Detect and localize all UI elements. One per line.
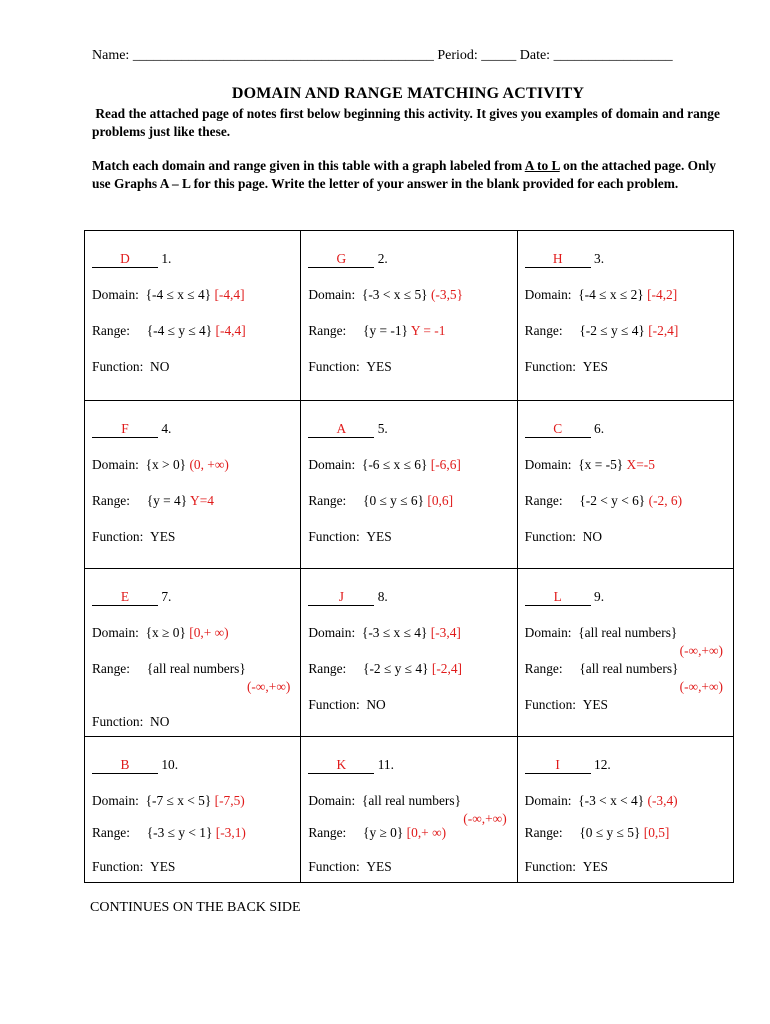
function-line: [92, 714, 169, 730]
problem-cell: [517, 737, 733, 883]
problem-6: [518, 401, 733, 568]
domain-value: {x > 0}: [145, 457, 187, 472]
problem-7: [85, 569, 300, 736]
function-line: [308, 529, 391, 545]
range-label: Range:: [524, 661, 563, 676]
problem-number: 9.: [594, 589, 605, 604]
range-line: [525, 323, 679, 339]
domain-line: [92, 793, 245, 809]
range-answer: [-4,4]: [215, 323, 246, 338]
answer-blank[interactable]: F: [92, 421, 158, 438]
range-value: {-2 ≤ y ≤ 4}: [363, 661, 429, 676]
function-value: NO: [366, 697, 386, 712]
domain-answer: X=-5: [626, 457, 655, 472]
range-answer: [-3,1): [215, 825, 246, 840]
range-label: Range:: [524, 493, 563, 508]
instructions-text-2a: Match each domain and range given in this table with a graph labeled from: [92, 158, 525, 173]
range-label: Range:: [92, 661, 130, 676]
answer-blank[interactable]: I: [525, 757, 591, 774]
function-label: Function:: [524, 359, 576, 374]
range-line: [308, 825, 446, 841]
problem-cell: [301, 569, 517, 737]
domain-line: [525, 625, 678, 641]
range-label: Range:: [92, 323, 130, 338]
function-label: Function:: [92, 359, 144, 374]
domain-line: [525, 457, 655, 473]
problem-number: 1.: [161, 251, 172, 266]
range-value: {-4 ≤ y ≤ 4}: [146, 323, 213, 338]
function-value: NO: [150, 714, 170, 729]
problem-number: 3.: [594, 251, 605, 266]
answer-line: [525, 251, 604, 268]
range-answer: Y=4: [190, 493, 214, 508]
problem-cell: [85, 231, 301, 401]
range-line: [525, 661, 679, 677]
range-label: Range:: [92, 493, 130, 508]
function-value: YES: [582, 359, 609, 374]
domain-label: Domain:: [308, 457, 356, 472]
function-value: NO: [150, 359, 170, 374]
range-label: Range:: [92, 825, 130, 840]
range-value: {0 ≤ y ≤ 5}: [579, 825, 641, 840]
range-answer: (-∞,+∞): [246, 679, 291, 694]
domain-answer: [0,+ ∞): [189, 625, 229, 640]
domain-value: {-3 ≤ x ≤ 4}: [361, 625, 428, 640]
domain-answer: (0, +∞): [189, 457, 229, 472]
function-line: [525, 529, 602, 545]
domain-line: [525, 287, 678, 303]
domain-label: Domain:: [308, 793, 356, 808]
function-line: [308, 859, 391, 875]
problem-cell: [301, 401, 517, 569]
range-answer: [0,6]: [427, 493, 454, 508]
domain-value: {x = -5}: [578, 457, 624, 472]
function-line: [525, 359, 608, 375]
answer-blank[interactable]: C: [525, 421, 591, 438]
function-value: YES: [150, 859, 176, 874]
domain-answer: (-∞,+∞): [463, 811, 507, 826]
problem-11: [301, 737, 516, 882]
domain-value: {all real numbers}: [361, 793, 462, 808]
problem-9: [518, 569, 733, 736]
answer-line: [525, 757, 611, 774]
problem-cell: [517, 231, 733, 401]
answer-line: [308, 251, 387, 268]
answer-line: [525, 589, 604, 606]
domain-value: {-7 ≤ x < 5}: [145, 793, 212, 808]
table-row: [85, 737, 734, 883]
range-label: Range:: [308, 825, 347, 840]
domain-value: {all real numbers}: [578, 625, 678, 640]
answer-line: [92, 589, 171, 606]
function-label: Function:: [92, 529, 144, 544]
domain-answer: (-3,5}: [430, 287, 464, 302]
range-value: {-2 < y < 6}: [579, 493, 646, 508]
domain-label: Domain:: [308, 287, 356, 302]
range-line: [308, 493, 453, 509]
range-answer: Y = -1: [410, 323, 446, 338]
problem-4: [85, 401, 300, 568]
function-label: Function:: [308, 697, 360, 712]
domain-label: Domain:: [524, 287, 572, 302]
problem-number: 2.: [377, 251, 388, 266]
range-value: {all real numbers}: [579, 661, 679, 676]
domain-value: {-6 ≤ x ≤ 6}: [361, 457, 428, 472]
range-answer: [-2,4]: [648, 323, 679, 338]
problem-cell: [301, 231, 517, 401]
answer-line: [525, 421, 604, 438]
problem-12: [518, 737, 733, 882]
answer-blank[interactable]: G: [308, 251, 374, 268]
range-value: {y = 4}: [146, 493, 188, 508]
problem-number: 6.: [594, 421, 605, 436]
answer-line: [308, 421, 387, 438]
function-value: YES: [582, 859, 609, 874]
domain-value: {-4 ≤ x ≤ 4}: [145, 287, 212, 302]
answer-line: [92, 421, 171, 438]
function-value: YES: [150, 529, 176, 544]
range-value: {all real numbers}: [146, 661, 246, 676]
range-line: [525, 825, 670, 841]
answer-blank[interactable]: E: [92, 589, 158, 606]
function-label: Function:: [92, 859, 144, 874]
page-title: DOMAIN AND RANGE MATCHING ACTIVITY: [231, 85, 585, 102]
table-row: [85, 231, 734, 401]
function-value: NO: [582, 529, 603, 544]
function-label: Function:: [92, 714, 144, 729]
range-label: Range:: [308, 493, 347, 508]
problem-number: 4.: [161, 421, 172, 436]
domain-answer: [-3,4]: [430, 625, 461, 640]
problem-5: [301, 401, 516, 568]
problem-number: 8.: [377, 589, 388, 604]
domain-answer: (-3,4): [647, 793, 678, 808]
range-line: [92, 323, 246, 339]
problem-cell: [85, 569, 301, 737]
domain-value: {-3 < x < 4}: [578, 793, 645, 808]
domain-label: Domain:: [92, 287, 139, 302]
problem-3: [518, 231, 733, 400]
table-row: [85, 401, 734, 569]
instructions-text-2b: on the attached page. Only use Graphs A – L for this page. Write the letter of your answer in the blank provided for each problem.: [92, 158, 716, 191]
range-answer: (-∞,+∞): [679, 679, 723, 694]
domain-value: {x ≥ 0}: [145, 625, 186, 640]
domain-label: Domain:: [308, 625, 356, 640]
function-value: YES: [582, 697, 609, 712]
range-line: [92, 825, 246, 841]
function-line: [308, 697, 385, 713]
answer-blank[interactable]: A: [308, 421, 374, 438]
domain-answer: [-4,4]: [214, 287, 245, 302]
domain-label: Domain:: [92, 793, 139, 808]
function-label: Function:: [308, 359, 360, 374]
function-line: [92, 859, 175, 875]
function-value: YES: [366, 529, 392, 544]
instructions-paragraph-1: [92, 105, 732, 141]
domain-value: {-4 ≤ x ≤ 2}: [578, 287, 644, 302]
function-line: [308, 359, 391, 375]
range-line: [308, 323, 445, 339]
range-label: Range:: [524, 825, 563, 840]
function-line: [525, 697, 608, 713]
domain-line: [92, 625, 229, 641]
instructions-underlined-range: A to L: [524, 158, 560, 173]
answer-line: [92, 757, 178, 774]
domain-line: [92, 457, 229, 473]
range-value: {y = -1}: [363, 323, 408, 338]
range-value: {y ≥ 0}: [363, 825, 404, 840]
problem-number: 11.: [377, 757, 394, 772]
range-answer: [0,5]: [643, 825, 670, 840]
problem-number: 7.: [161, 589, 172, 604]
problems-table: [84, 230, 734, 883]
range-line: [308, 661, 462, 677]
name-period-date-line: Name: ___________________________________________ Period: _____ Date: _________________: [92, 48, 673, 63]
table-row: [85, 569, 734, 737]
domain-line: [525, 793, 678, 809]
continues-note: CONTINUES ON THE BACK SIDE: [90, 900, 301, 915]
function-label: Function:: [308, 859, 360, 874]
domain-answer: (-∞,+∞): [679, 643, 723, 658]
function-label: Function:: [524, 859, 576, 874]
problem-cell: [85, 737, 301, 883]
function-value: YES: [366, 359, 392, 374]
problem-cell: [301, 737, 517, 883]
range-line: [92, 661, 246, 677]
problem-cell: [85, 401, 301, 569]
domain-label: Domain:: [92, 457, 139, 472]
range-answer: [-2,4]: [431, 661, 462, 676]
instructions-paragraph-2: [92, 157, 732, 193]
domain-answer: [-4,2]: [647, 287, 678, 302]
problem-10: [85, 737, 300, 882]
problem-8: [301, 569, 516, 736]
problem-number: 5.: [377, 421, 388, 436]
domain-value: {-3 < x ≤ 5}: [361, 287, 428, 302]
range-label: Range:: [308, 323, 347, 338]
problem-number: 12.: [594, 757, 611, 772]
range-answer: (-2, 6): [648, 493, 683, 508]
range-line: [525, 493, 682, 509]
range-value: {-3 ≤ y < 1}: [146, 825, 213, 840]
answer-blank[interactable]: L: [525, 589, 591, 606]
answer-line: [308, 589, 387, 606]
problem-2: [301, 231, 516, 400]
function-line: [525, 859, 608, 875]
function-value: YES: [366, 859, 392, 874]
range-answer: [0,+ ∞): [406, 825, 447, 840]
domain-line: [92, 287, 245, 303]
function-label: Function:: [308, 529, 360, 544]
answer-line: [308, 757, 394, 774]
domain-line: [308, 457, 461, 473]
function-label: Function:: [524, 529, 576, 544]
function-line: [92, 359, 169, 375]
instructions-text-1: Read the attached page of notes first below beginning this activity. It gives you examples of domain and range problems just like these.: [92, 106, 720, 139]
domain-answer: [-6,6]: [430, 457, 461, 472]
answer-blank[interactable]: J: [308, 589, 374, 606]
problem-number: 10.: [161, 757, 179, 772]
problem-cell: [517, 401, 733, 569]
range-value: {-2 ≤ y ≤ 4}: [579, 323, 645, 338]
domain-line: [308, 793, 461, 809]
domain-line: [308, 287, 463, 303]
problem-1: [85, 231, 300, 400]
function-label: Function:: [524, 697, 576, 712]
answer-blank[interactable]: B: [92, 757, 158, 774]
range-label: Range:: [308, 661, 347, 676]
answer-blank[interactable]: K: [308, 757, 374, 774]
problem-cell: [517, 569, 733, 737]
answer-blank[interactable]: D: [92, 251, 158, 268]
domain-label: Domain:: [92, 625, 139, 640]
domain-line: [308, 625, 461, 641]
range-value: {0 ≤ y ≤ 6}: [363, 493, 425, 508]
answer-line: [92, 251, 171, 268]
domain-label: Domain:: [524, 793, 572, 808]
function-line: [92, 529, 175, 545]
domain-label: Domain:: [524, 625, 572, 640]
domain-label: Domain:: [524, 457, 572, 472]
range-label: Range:: [524, 323, 563, 338]
domain-answer: [-7,5): [214, 793, 245, 808]
range-line: [92, 493, 214, 509]
answer-blank[interactable]: H: [525, 251, 591, 268]
